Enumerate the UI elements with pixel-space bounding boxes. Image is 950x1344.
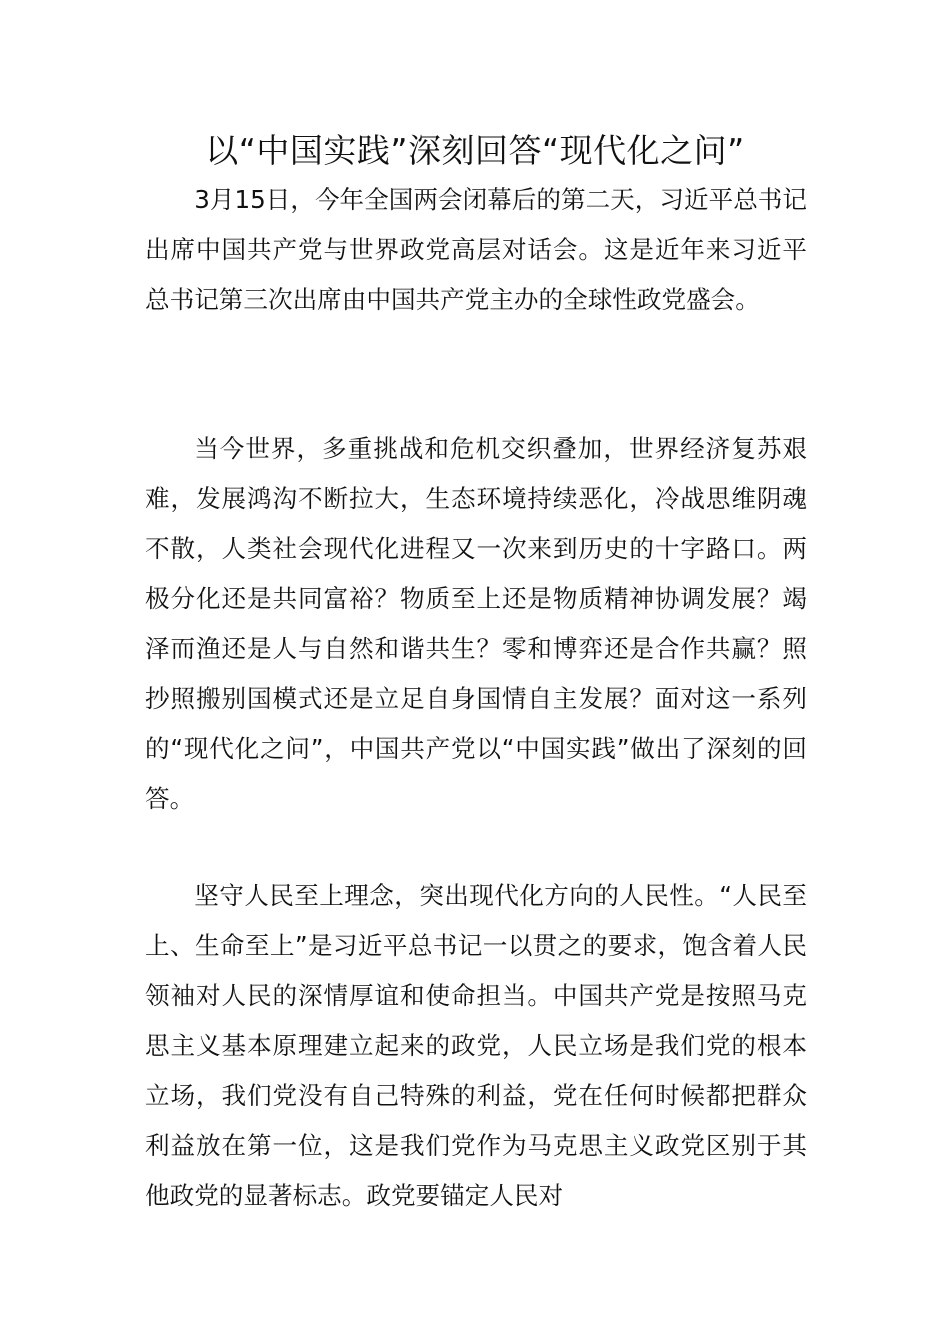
paragraph-2: 当今世界，多重挑战和危机交织叠加，世界经济复苏艰难，发展鸿沟不断拉大，生态环境持续恶化，冷战思维阴魂不散，人类社会现代化进程又一次来到历史的十字路口。两极分化还是共同富裕？物质至上还是物质精神协调发展？竭泽而渔还是人与自然和谐共生？零和博弈还是合作共赢？照抄照搬别国模式还是立足自身国情自主发展？面对这一系列的“现代化之问”，中国共产党以“中国实践”做出了深刻的回答。 (145, 434, 807, 813)
paragraph-1: 3月15日，今年全国两会闭幕后的第二天，习近平总书记出席中国共产党与世界政党高层对话会。这是近年来习近平总书记第三次出席由中国共产党主办的全球性政党盛会。 (145, 185, 807, 314)
paragraph-3: 坚守人民至上理念，突出现代化方向的人民性。“人民至上、生命至上”是习近平总书记一以贯之的要求，饱含着人民领袖对人民的深情厚谊和使命担当。中国共产党是按照马克思主义基本原理建立起来的政党，人民立场是我们党的根本立场，我们党没有自己特殊的利益，党在任何时候都把群众利益放在第一位，这是我们党作为马克思主义政党区别于其他政党的显著标志。政党要锚定人民对 (145, 881, 807, 1210)
document-title: 以“中国实践”深刻回答“现代化之问” (205, 131, 745, 170)
